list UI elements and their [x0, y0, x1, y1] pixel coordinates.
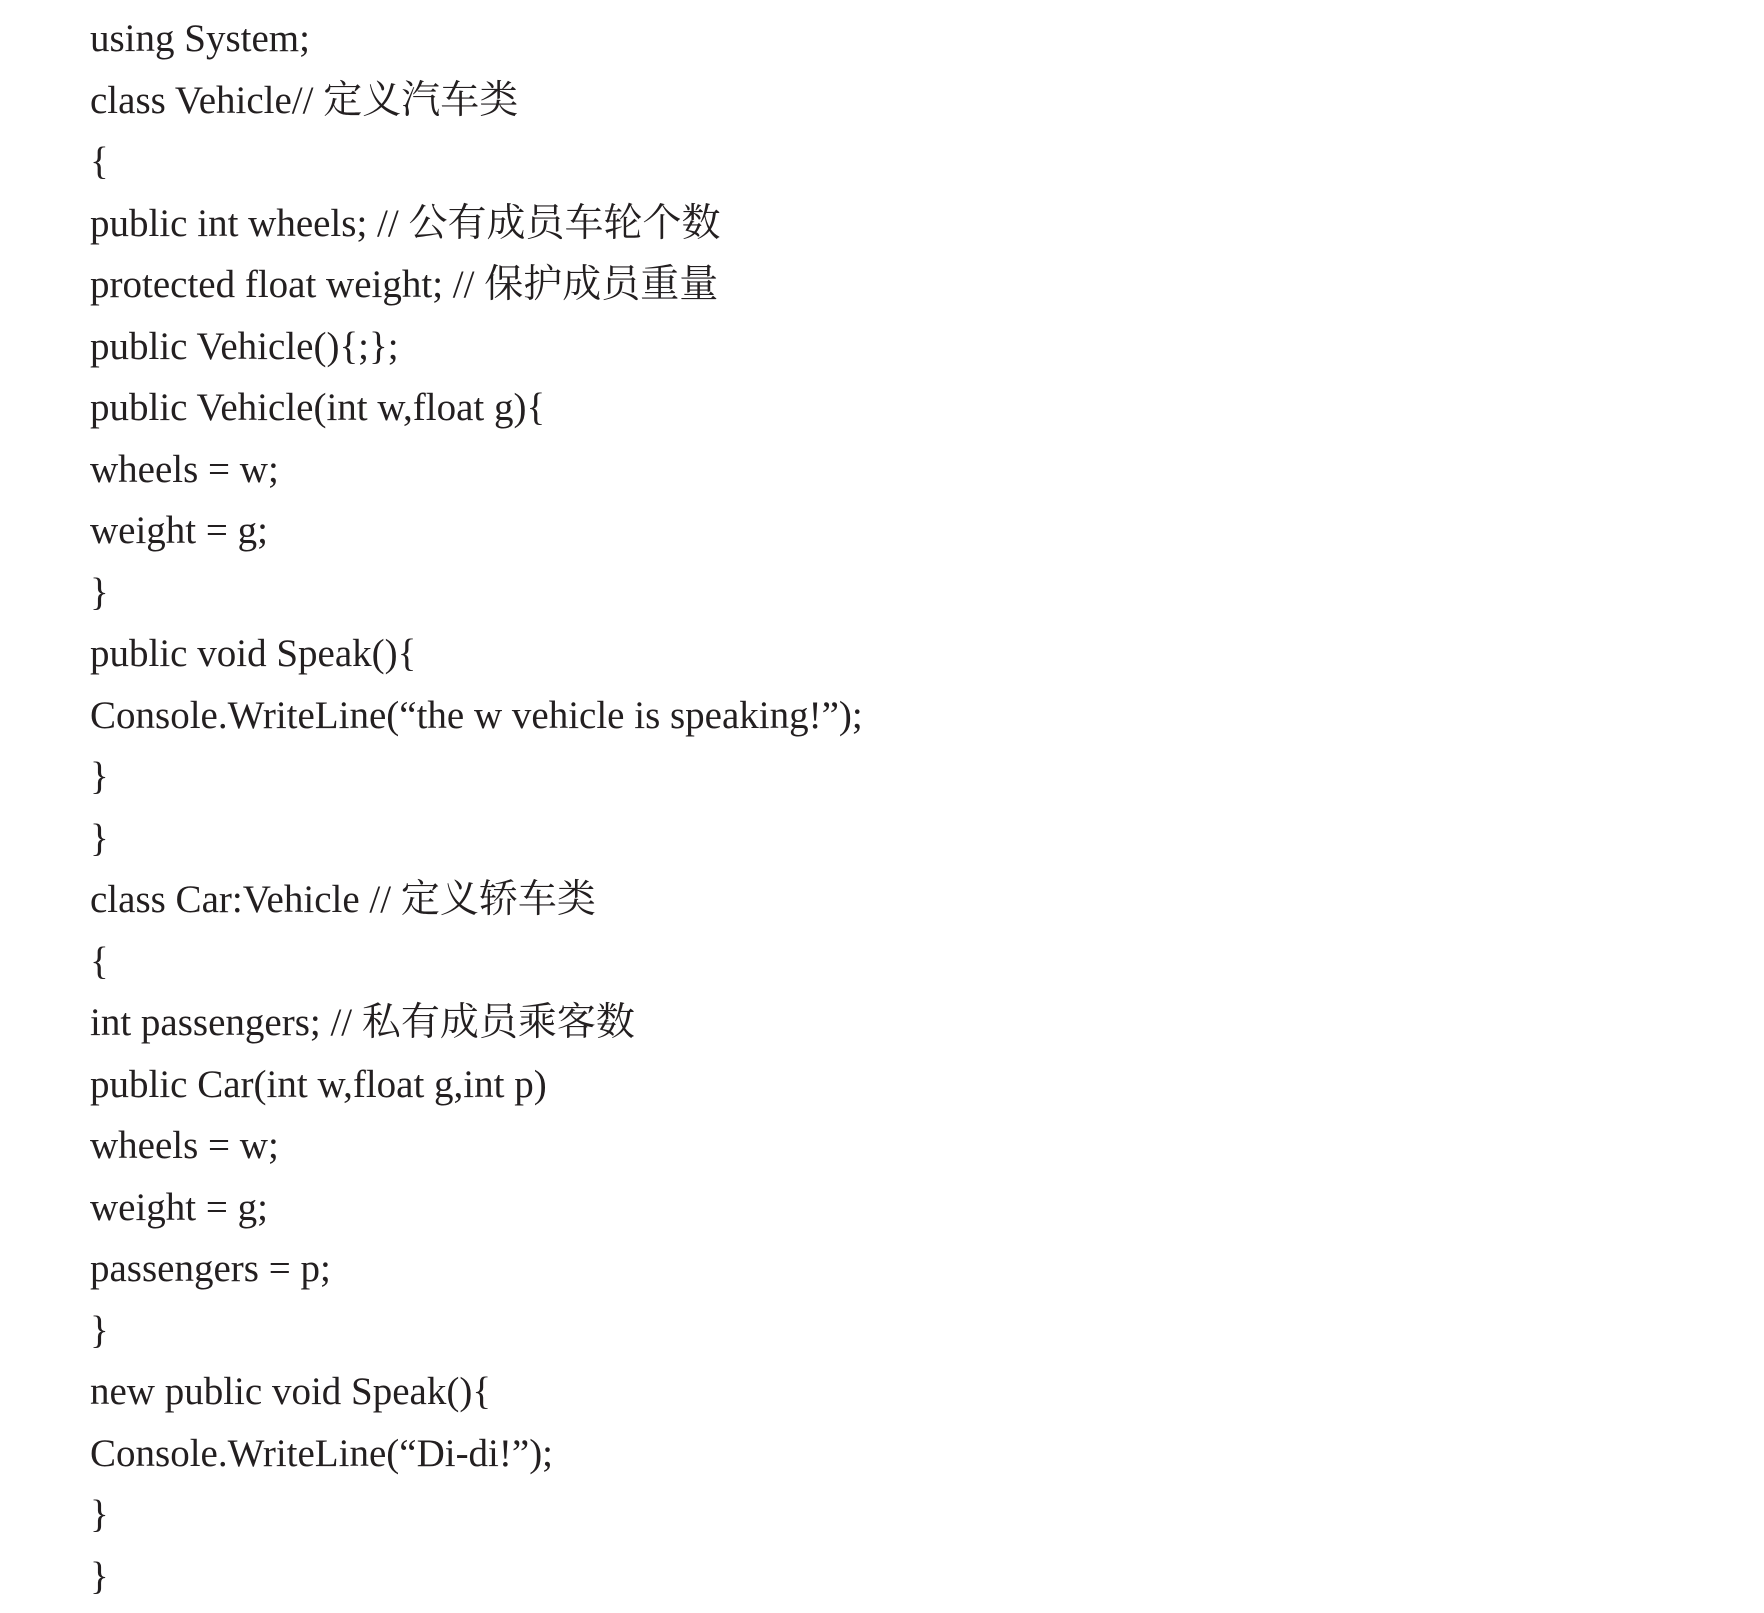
code-line: { — [90, 140, 109, 183]
code-line: class Car:Vehicle // 定义轿车类 — [90, 878, 596, 921]
code-line: weight = g; — [90, 1185, 268, 1229]
code-line: } — [90, 816, 109, 860]
code-line: } — [90, 1554, 109, 1598]
code-line: Console.WriteLine(“Di-di!”); — [90, 1431, 554, 1475]
code-line: using System; — [90, 17, 310, 60]
code-line: wheels = w; — [90, 1124, 279, 1167]
code-line: wheels = w; — [90, 447, 279, 491]
code-line: } — [90, 570, 109, 614]
code-line: public Car(int w,float g,int p) — [90, 1062, 547, 1106]
code-line: } — [90, 1493, 109, 1536]
code-line: { — [90, 939, 109, 983]
code-line: protected float weight; // 保护成员重量 — [90, 263, 719, 306]
code-line: public void Speak(){ — [90, 632, 417, 675]
code-line: } — [90, 755, 109, 798]
code-line: } — [90, 1308, 109, 1352]
code-line: weight = g; — [90, 509, 268, 552]
code-listing — [90, 8, 1724, 1607]
code-line: new public void Speak(){ — [90, 1370, 492, 1413]
code-line: int passengers; // 私有成员乘客数 — [90, 1001, 635, 1044]
code-line: public Vehicle(){;}; — [90, 324, 399, 368]
code-line: public int wheels; // 公有成员车轮个数 — [90, 201, 721, 245]
code-line: Console.WriteLine(“the w vehicle is speaking!”); — [90, 693, 863, 737]
code-line: public Vehicle(int w,float g){ — [90, 386, 546, 429]
code-line: class Vehicle// 定义汽车类 — [90, 78, 519, 122]
code-line: passengers = p; — [90, 1247, 331, 1290]
